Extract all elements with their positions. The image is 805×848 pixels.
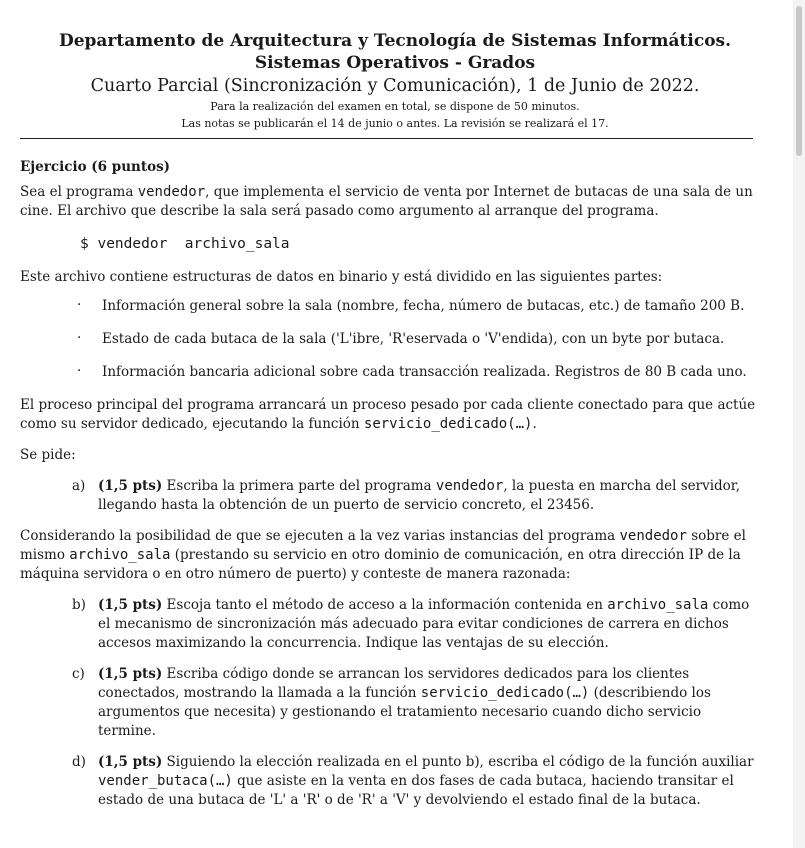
question-a xyxy=(20,477,760,515)
bullet-icon: · xyxy=(77,297,82,313)
intro-text: Sea el programa xyxy=(20,184,138,200)
question-text-cont: que asiste en la venta en dos fases de cada butaca, haciendo transitar el estado de una butaca de 'L' a 'R' o de 'R' a 'V' y devolviendo el estado final de la butaca. xyxy=(98,773,734,808)
process-paragraph xyxy=(20,396,760,434)
question-points: (1,5 pts) xyxy=(98,478,163,494)
exercise-body xyxy=(20,158,760,810)
list-item xyxy=(20,330,760,349)
exam-subtitle: Cuarto Parcial (Sincronización y Comunicación), 1 de Junio de 2022. xyxy=(90,76,700,96)
program-name: vendedor xyxy=(435,478,504,494)
question-points: (1,5 pts) xyxy=(98,754,163,770)
question-text: Escriba la primera parte del programa xyxy=(162,478,436,494)
command-line: $ vendedor archivo_sala xyxy=(80,236,290,252)
intro-paragraph xyxy=(20,183,760,221)
bullet-icon: · xyxy=(77,363,82,379)
consider-text-end: (prestando su servicio en otro dominio de comunicación, en otra dirección IP de la máquina servidora o en otro número de puerto) y conteste de manera razonada: xyxy=(20,547,741,582)
exam-header xyxy=(0,30,790,131)
list-item xyxy=(20,363,760,382)
course-title: Sistemas Operativos - Grados xyxy=(254,53,536,73)
consider-text-cont: sobre el mismo xyxy=(20,528,746,563)
question-c xyxy=(20,665,760,741)
file-parts-list xyxy=(20,297,760,382)
time-note: Para la realización del examen en total, se dispone de 50 minutos. xyxy=(210,100,580,113)
department-title: Departamento de Arquitectura y Tecnología de Sistemas Informáticos. xyxy=(58,31,732,51)
list-item-text: Información general sobre la sala (nombre, fecha, número de butacas, etc.) de tamaño 200 B. xyxy=(102,298,745,314)
list-item xyxy=(20,297,760,316)
question-letter: a) xyxy=(72,478,86,494)
bullet-icon: · xyxy=(77,330,82,346)
list-item-text: Estado de cada butaca de la sala ('L'ibre, 'R'eservada o 'V'endida), con un byte por butaca. xyxy=(102,331,725,347)
question-letter: d) xyxy=(72,754,86,770)
consider-paragraph xyxy=(20,527,760,584)
program-name: vendedor xyxy=(619,528,687,544)
question-d xyxy=(20,753,760,810)
function-name: vender_butaca(…) xyxy=(98,773,233,789)
intro-text-cont: , que implementa el servicio de venta por Internet de butacas de una sala de un cine. El archivo que describe la sala será pasado como argumento al arranque del programa. xyxy=(20,184,753,219)
consider-text: Considerando la posibilidad de que se ejecuten a la vez varias instancias del programa xyxy=(20,528,620,544)
question-letter: b) xyxy=(72,597,86,613)
process-text: El proceso principal del programa arrancará un proceso pesado por cada cliente conectado para que actúe como su servidor dedicado, ejecutando la función xyxy=(20,397,756,432)
grades-note: Las notas se publicarán el 14 de junio o antes. La revisión se realizará el 17. xyxy=(181,117,609,130)
question-points: (1,5 pts) xyxy=(98,597,163,613)
question-text-cont: , la puesta en marcha del servidor, llegando hasta la obtención de un puerto de servicio concreto, el 23456. xyxy=(98,478,741,513)
scrollbar-thumb[interactable] xyxy=(796,6,802,156)
question-text-cont: (describiendo los argumentos que necesita) y gestionando el tratamiento necesario cuando dicho servicio termine. xyxy=(98,685,711,739)
function-name: servicio_dedicado(…) xyxy=(363,416,533,432)
question-text-cont: como el mecanismo de sincronización más adecuado para evitar condiciones de carrera en dichos accesos maximizando la concurrencia. Indique las ventajas de su elección. xyxy=(98,597,750,651)
function-name: servicio_dedicado(…) xyxy=(420,685,590,701)
file-description: Este archivo contiene estructuras de datos en binario y está dividido en las siguientes partes: xyxy=(20,269,663,285)
file-name: archivo_sala xyxy=(69,547,171,563)
header-divider xyxy=(20,138,753,139)
list-item-text: Información bancaria adicional sobre cada transacción realizada. Registros de 80 B cada uno. xyxy=(102,364,747,380)
question-points: (1,5 pts) xyxy=(98,666,163,682)
question-text: Escriba código donde se arrancan los servidores dedicados para los clientes conectados, mostrando la llamada a la función xyxy=(98,666,690,701)
file-name: archivo_sala xyxy=(607,597,709,613)
vertical-scrollbar[interactable] xyxy=(793,0,805,848)
program-name: vendedor xyxy=(137,184,206,200)
question-text: Siguiendo la elección realizada en el punto b), escriba el código de la función auxiliar xyxy=(162,754,754,770)
question-text: Escoja tanto el método de acceso a la información contenida en xyxy=(162,597,608,613)
exercise-title: Ejercicio (6 puntos) xyxy=(20,159,171,175)
se-pide: Se pide: xyxy=(20,447,76,463)
process-text-end: . xyxy=(532,416,537,432)
question-letter: c) xyxy=(72,666,85,682)
question-b xyxy=(20,596,760,653)
